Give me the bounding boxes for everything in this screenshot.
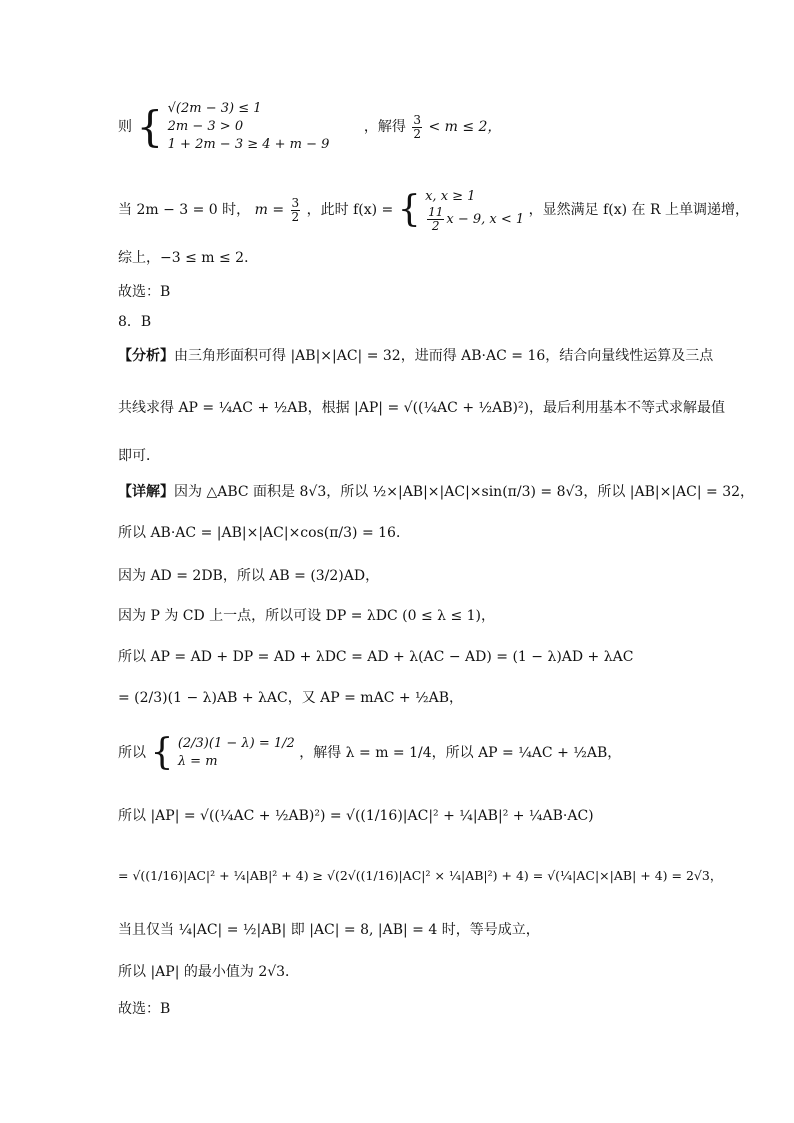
lambda-eq-2: λ = m [177, 754, 218, 769]
left-brace: { [136, 102, 164, 151]
detail-line-4: 因为 P 为 CD 上一点，所以可设 DP = λDC (0 ≤ λ ≤ 1)， [118, 608, 496, 624]
detail-line-3: 因为 AD = 2DB，所以 AB = (3/2)AD， [118, 568, 380, 584]
solve-text: ，解得 [363, 119, 406, 135]
fraction-m: $\frac{3}{2}$ [291, 195, 300, 224]
inequality-2: 2m − 3 > 0 [167, 119, 244, 134]
lambda-result: ，解得 λ = m = 1/4，所以 AP = ¼AC + ½AB， [299, 745, 622, 761]
solution-line-system [118, 100, 501, 154]
lambda-system [178, 735, 295, 771]
detail-line-7 [118, 728, 621, 778]
summary-line: 综上，−3 ≤ m ≤ 2． [118, 250, 259, 266]
left-brace: { [150, 732, 174, 773]
analysis-line-1 [118, 346, 713, 366]
detail-text-1: 因为 △ABC 面积是 8√3，所以 ½×|AB|×|AC|×sin(π/3) = 8√3，所以 |AB|×|AC| = 32， [174, 484, 755, 500]
detail-line-2: 所以 AB·AC = |AB|×|AC|×cos(π/3) = 16． [118, 525, 410, 541]
analysis-line-3: 即可． [118, 448, 160, 464]
case-text: 当 2m − 3 = 0 时， [118, 202, 251, 218]
case-2: $\frac{11}{2}$ x − 9, x < 1 [428, 204, 525, 233]
analysis-text-1: 由三角形面积可得 |AB|×|AC| = 32，进而得 AB·AC = 16，结合向量线性运算及三点 [174, 348, 714, 364]
detail-tag: 【详解】 [118, 484, 174, 500]
analysis-tag: 【分析】 [118, 348, 174, 364]
inequality-3: 1 + 2m − 3 ≥ 4 + m − 9 [167, 137, 330, 152]
detail-line-5: 所以 AP = AD + DP = AD + λDC = AD + λ(AC − AD) = (1 − λ)AD + λAC [118, 649, 634, 665]
detail-line-8: 所以 |AP| = √((¼AC + ½AB)²) = √((1/16)|AC|² + ¼|AB|² + ¼AB·AC) [118, 808, 594, 824]
monotone-text: ，显然满足 f(x) 在 R 上单调递增， [528, 202, 749, 218]
m-equals: m = [254, 202, 285, 218]
detail-line-11: 所以 |AP| 的最小值为 2√3． [118, 964, 300, 980]
case-1: x, x ≥ 1 [425, 188, 476, 204]
detail-line-1 [118, 482, 754, 502]
lambda-eq-1: (2/3)(1 − λ) = 1/2 [177, 736, 295, 751]
result-tail: < m ≤ 2， [428, 119, 502, 135]
inequality-1: √(2m − 3) ≤ 1 [167, 101, 262, 116]
answer-line-7: 故选：B [118, 284, 171, 300]
inequality-system [168, 100, 330, 154]
fraction-3-2: $\frac{3}{2}$ [413, 112, 421, 141]
solution-line-piecewise [118, 185, 749, 235]
piecewise-cases [425, 188, 524, 233]
question-8-heading: 8．B [118, 314, 152, 330]
prefix-then: 则 [118, 119, 132, 135]
detail-line-6: = (2/3)(1 − λ)AB + λAC，又 AP = mAC + ½AB， [118, 690, 464, 706]
detail-line-9: = √((1/16)|AC|² + ¼|AB|² + 4) ≥ √(2√((1/16)|AC|² × ¼|AB|²) + 4) = √(¼|AC|×|AB| + 4) = 2√3， [118, 868, 723, 883]
prefix-so: 所以 [118, 745, 146, 761]
answer-line-8: 故选：B [118, 1001, 171, 1017]
analysis-line-2: 共线求得 AP = ¼AC + ½AB，根据 |AP| = √((¼AC + ½AB)²)，最后利用基本不等式求解最值 [118, 400, 726, 416]
left-brace: { [397, 189, 421, 230]
function-intro: ，此时 f(x) = [306, 202, 394, 218]
detail-line-10: 当且仅当 ¼|AC| = ½|AB| 即 |AC| = 8, |AB| = 4 时，等号成立， [118, 922, 540, 938]
